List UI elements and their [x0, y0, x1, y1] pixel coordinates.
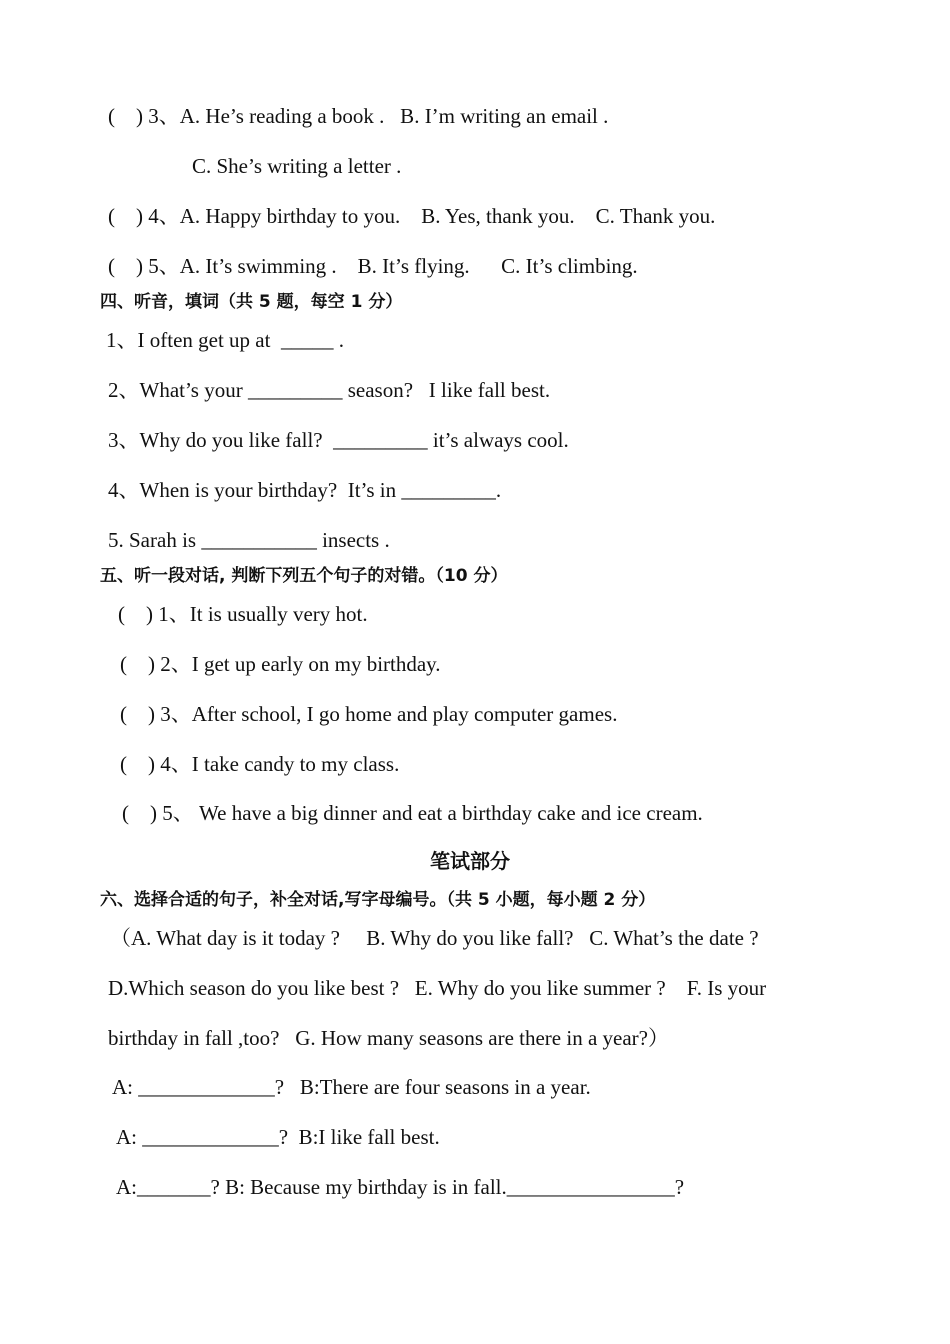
section-5-heading: 五、听一段对话, 判断下列五个句子的对错。（10 分）: [100, 566, 508, 586]
options-line-2: D.Which season do you like best ? E. Why do you like summer ? F. Is your: [108, 976, 767, 1000]
dialogue-2: A: _____________? B:I like fall best.: [116, 1125, 440, 1149]
judge-item-5: ( ) 5、 We have a big dinner and eat a birthday cake and ice cream.: [122, 801, 703, 825]
judge-item-4: ( ) 4、I take candy to my class.: [120, 752, 400, 776]
options-line-1: （A. What day is it today ? B. Why do you like fall? C. What’s the date ?: [110, 926, 759, 950]
fill-item-3: 3、Why do you like fall? _________ it’s always cool.: [108, 428, 569, 452]
question-3-option-c: C. She’s writing a letter .: [192, 154, 402, 178]
judge-item-3: ( ) 3、After school, I go home and play computer games.: [120, 702, 618, 726]
options-line-3: birthday in fall ,too? G. How many seasons are there in a year?）: [108, 1026, 669, 1050]
question-3: ( ) 3、A. He’s reading a book . B. I’m writing an email .: [108, 104, 609, 128]
question-4: ( ) 4、A. Happy birthday to you. B. Yes, thank you. C. Thank you.: [108, 204, 716, 228]
dialogue-1: A: _____________? B:There are four seasons in a year.: [112, 1075, 591, 1099]
fill-item-2: 2、What’s your _________ season? I like fall best.: [108, 378, 551, 402]
fill-item-4: 4、When is your birthday? It’s in _________.: [108, 478, 502, 502]
fill-item-1: 1、I often get up at _____ .: [106, 328, 344, 352]
section-4-heading: 四、听音，填词（共 5 题，每空 1 分）: [100, 292, 403, 312]
judge-item-2: ( ) 2、I get up early on my birthday.: [120, 652, 441, 676]
question-5: ( ) 5、A. It’s swimming . B. It’s flying. C. It’s climbing.: [108, 254, 638, 278]
judge-item-1: ( ) 1、It is usually very hot.: [118, 602, 368, 626]
section-6-heading: 六、选择合适的句子，补全对话,写字母编号。（共 5 小题，每小题 2 分）: [100, 890, 656, 910]
fill-item-5: 5. Sarah is ___________ insects .: [108, 528, 390, 552]
written-section-title: 笔试部分: [430, 849, 510, 873]
dialogue-3: A:_______? B: Because my birthday is in fall.________________?: [116, 1175, 685, 1199]
